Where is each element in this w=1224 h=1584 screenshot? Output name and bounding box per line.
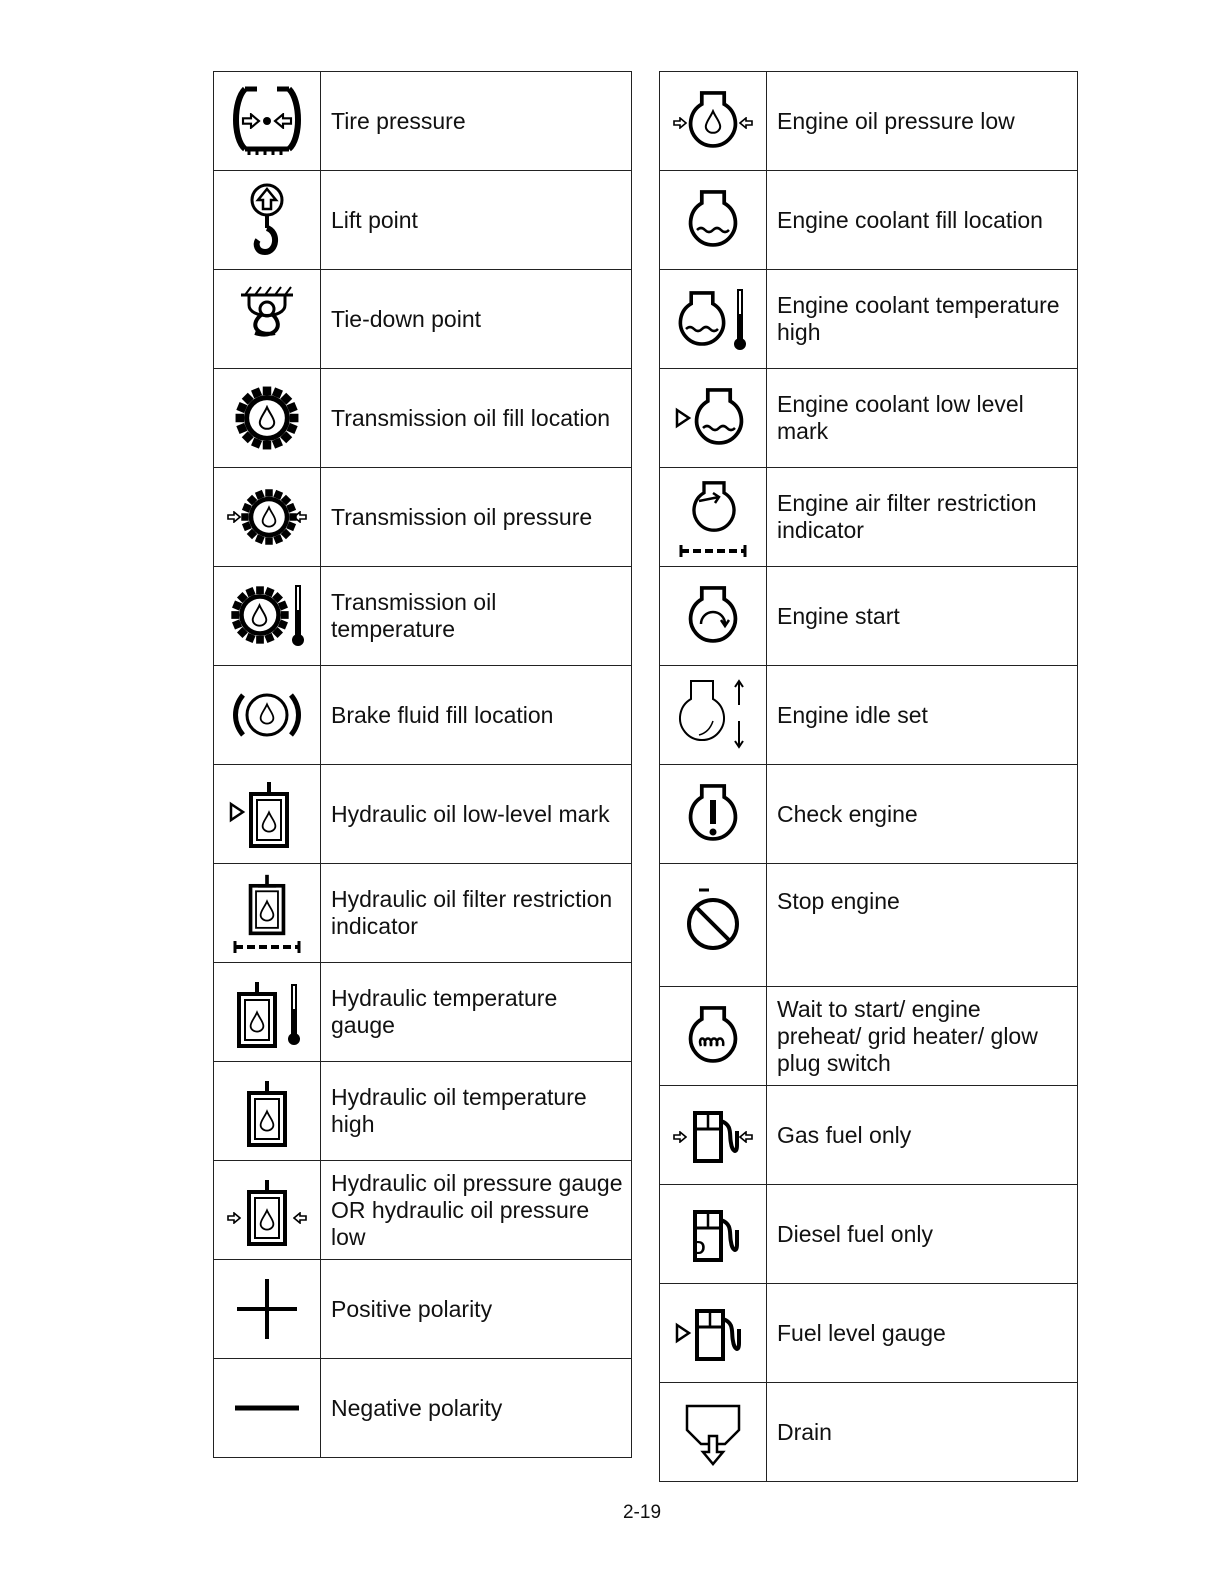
right-symbol-table [659,71,1078,1482]
symbol-label: Check engine [777,800,918,827]
symbol-label: Transmission oil fill location [331,404,611,431]
table-row [214,171,632,270]
table-row [214,1359,632,1458]
symbol-label: Engine coolant fill location [777,206,1043,233]
symbol-label: Engine coolant temperature high [777,292,1060,345]
engine-coolant-temperature-icon [673,279,753,359]
symbol-label: Negative polarity [331,1394,503,1421]
negative-polarity-icon [227,1368,307,1448]
symbol-label: Transmission oil temperature [331,589,497,642]
symbol-label: Wait to start/ engine preheat/ grid heater/ glow plug switch [777,995,1038,1076]
table-row [660,1383,1078,1482]
lift-point-icon [227,180,307,260]
symbol-label: Hydraulic oil low-level mark [331,800,610,827]
table-row [660,171,1078,270]
table-row [660,1284,1078,1383]
table-row [660,72,1078,171]
engine-oil-pressure-low-icon [673,81,753,161]
transmission-oil-temperature-icon [227,576,307,656]
symbol-label: Engine start [777,602,900,629]
engine-air-filter-icon [673,477,753,557]
tie-down-point-icon [227,279,307,359]
left-symbol-table [213,71,632,1458]
symbol-label: Positive polarity [331,1295,493,1322]
symbol-label: Diesel fuel only [777,1220,933,1247]
symbol-label: Brake fluid fill location [331,701,554,728]
table-row [214,72,632,171]
transmission-oil-pressure-icon [227,477,307,557]
drain-icon [673,1392,753,1472]
table-row [660,1086,1078,1185]
table-row [214,963,632,1062]
symbol-label: Lift point [331,206,418,233]
brake-fluid-fill-icon [227,675,307,755]
table-row [660,864,1078,987]
fuel-level-gauge-icon [673,1293,753,1373]
table-row [660,567,1078,666]
table-row [214,270,632,369]
hydraulic-temperature-gauge-icon [227,972,307,1052]
table-row [214,1062,632,1161]
symbol-label: Tie-down point [331,305,482,332]
tire-pressure-icon [227,81,307,161]
symbol-label: Hydraulic oil filter restriction indicator [331,886,613,939]
hydraulic-oil-filter-icon [227,873,307,953]
transmission-oil-fill-icon [227,378,307,458]
symbol-label: Stop engine [777,888,900,914]
diesel-fuel-icon [673,1194,753,1274]
table-row [214,1260,632,1359]
hydraulic-oil-low-level-icon [227,774,307,854]
stop-engine-icon [673,878,753,958]
symbol-label: Tire pressure [331,107,466,134]
symbol-label: Transmission oil pressure [331,503,593,530]
table-row [660,270,1078,369]
engine-start-icon [673,576,753,656]
gas-fuel-icon [673,1095,753,1175]
symbol-label: Engine air filter restriction indicator [777,490,1037,543]
symbol-label: Hydraulic temperature gauge [331,985,558,1038]
table-row [660,1185,1078,1284]
engine-preheat-icon [673,996,753,1076]
symbol-label: Fuel level gauge [777,1319,946,1346]
table-row [214,666,632,765]
svg-text:D: D [692,1238,706,1258]
table-row [660,765,1078,864]
table-row [214,468,632,567]
hydraulic-oil-temperature-high-icon [227,1071,307,1151]
symbol-label: Drain [777,1418,832,1445]
symbol-label: Hydraulic oil pressure gauge OR hydraulic oil pressure low [331,1169,623,1250]
check-engine-icon [673,774,753,854]
table-row [660,468,1078,567]
table-row [214,1161,632,1260]
table-row [214,567,632,666]
engine-coolant-fill-icon [673,180,753,260]
table-row [660,666,1078,765]
symbol-label: Engine coolant low level mark [777,391,1024,444]
symbol-label: Engine idle set [777,701,928,728]
symbol-label: Hydraulic oil temperature high [331,1084,587,1137]
symbol-label: Engine oil pressure low [777,107,1015,134]
table-row [660,987,1078,1086]
hydraulic-oil-pressure-icon [227,1170,307,1250]
positive-polarity-icon [227,1269,307,1349]
symbol-label: Gas fuel only [777,1121,912,1148]
page-number: 2-19 [622,1502,662,1523]
engine-coolant-low-level-icon [673,378,753,458]
table-row [214,369,632,468]
table-row [214,864,632,963]
table-row [214,765,632,864]
table-row [660,369,1078,468]
engine-idle-set-icon [673,675,753,755]
